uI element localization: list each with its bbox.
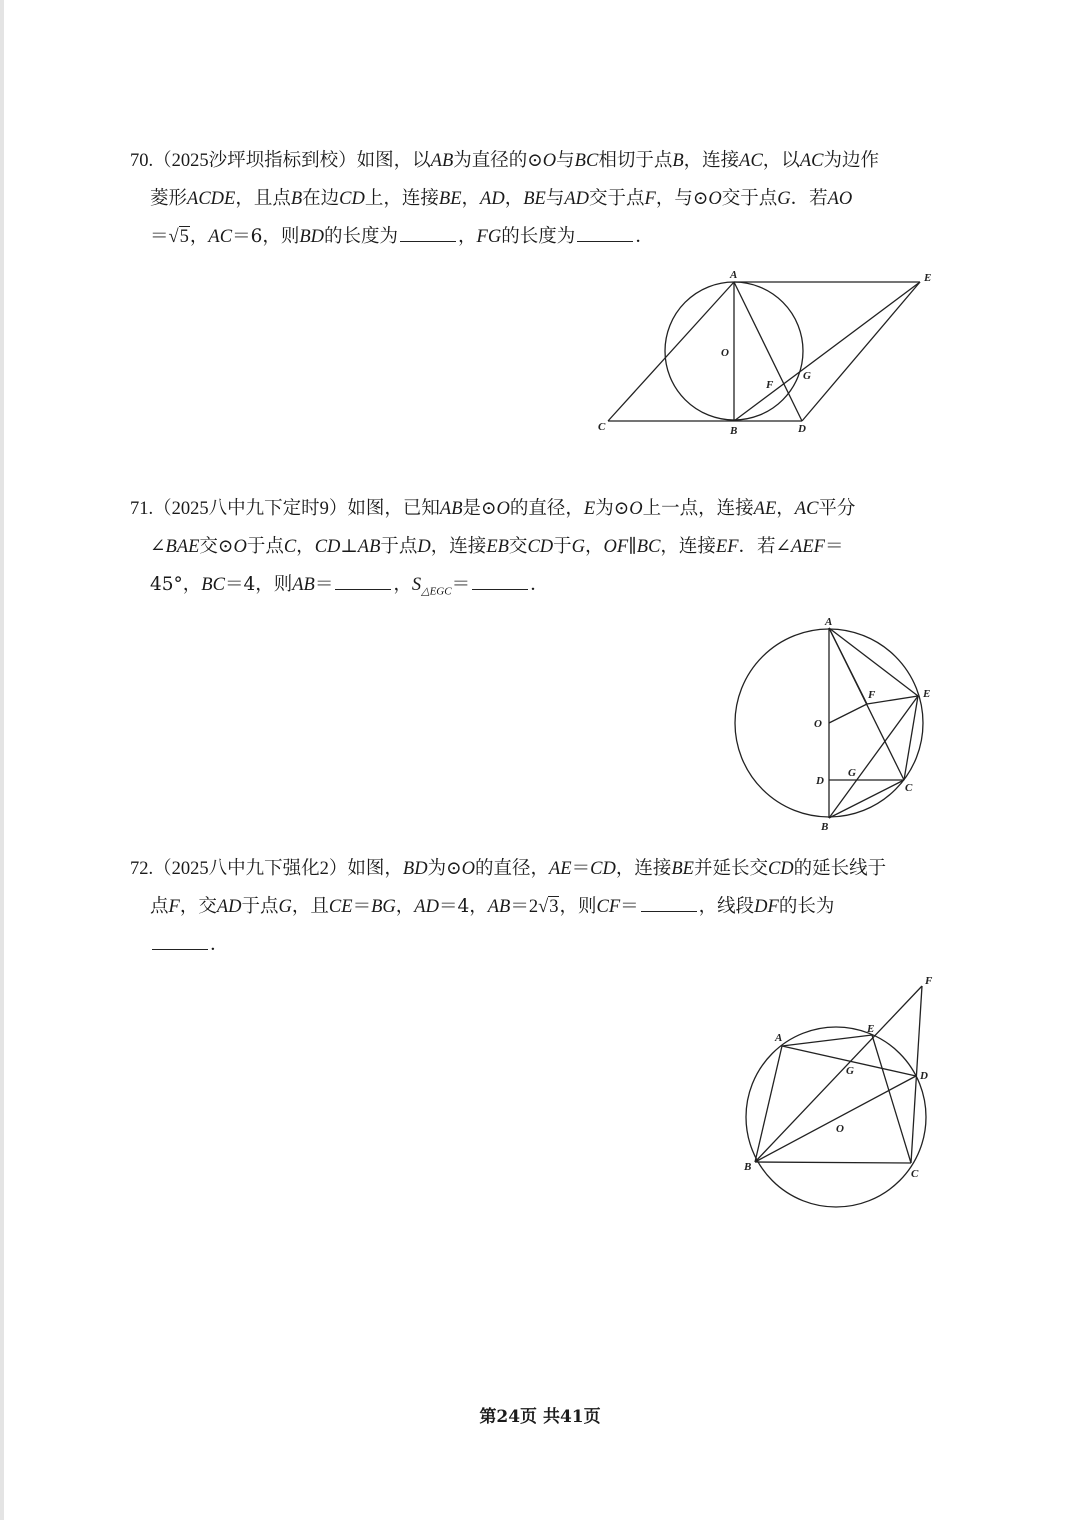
sqrt-expression [510, 896, 559, 917]
text: 如图，已知 [347, 498, 440, 519]
segment-eb [829, 696, 918, 818]
label-b: B [821, 821, 829, 833]
math-var: BC [636, 537, 661, 557]
math-var: G [777, 189, 791, 209]
text: 上一点，连接 [642, 498, 754, 519]
segment-af [829, 628, 867, 704]
math-var: G [278, 897, 292, 917]
label-c: C [598, 421, 606, 433]
page-footer: 第24页 共41页 [479, 1407, 601, 1427]
math-var: AB [439, 499, 463, 519]
problem-source: （2025八中九下强化2） [153, 859, 348, 879]
segment-bd [755, 1076, 916, 1162]
text: 为⊙ [595, 498, 630, 519]
label-g: G [846, 1065, 854, 1077]
math-var: ACDE [187, 189, 236, 209]
text: ，与⊙ [655, 188, 709, 209]
math-var: AC [799, 151, 824, 171]
text: 与 [556, 150, 575, 171]
segment-bc [755, 1162, 911, 1163]
label-f: F [868, 689, 876, 701]
text: 交于点 [589, 188, 645, 209]
math-var: AD [216, 897, 242, 917]
math-var: CD [590, 859, 616, 879]
area-subscript: △EGC [421, 585, 452, 598]
label-o: O [814, 718, 822, 730]
segment-ad [734, 282, 802, 421]
text: ＝4， [438, 896, 488, 917]
math-var: O [629, 499, 643, 519]
math-var: CF [596, 897, 621, 917]
text: ，线段 [698, 896, 755, 917]
math-var: AO [827, 189, 853, 209]
text: 于点 [241, 896, 279, 917]
text: ，以 [762, 150, 800, 171]
problem-71 [130, 490, 960, 611]
text: 如图，以 [356, 150, 431, 171]
text: ， [296, 536, 315, 557]
math-var: CD [314, 537, 341, 557]
text: ．若∠ [738, 536, 792, 557]
label-f: F [766, 379, 774, 391]
answer-blank-area[interactable] [472, 571, 528, 590]
text: ＝ [352, 896, 372, 917]
problem-72-line-2 [130, 888, 960, 926]
math-var: O [708, 189, 722, 209]
problem-71-line-1 [130, 490, 960, 528]
answer-blank-bd[interactable] [400, 223, 456, 242]
segment-ec [904, 696, 918, 780]
text: ＝6，则 [232, 226, 300, 247]
text: ， [585, 536, 604, 557]
math-var: AC [794, 499, 819, 519]
text: 交⊙ [199, 536, 234, 557]
math-var: BC [201, 575, 225, 595]
math-var: B [290, 189, 303, 209]
label-b: B [744, 1161, 752, 1173]
sqrt-expression [150, 226, 190, 247]
segment-ec [872, 1035, 911, 1163]
math-var: CD [527, 537, 554, 557]
text: ∠ [150, 536, 166, 557]
text: ，连接 [615, 858, 672, 879]
text: 于点 [246, 536, 284, 557]
math-var: BAE [165, 537, 200, 557]
math-var: BC [574, 151, 599, 171]
answer-blank-fg[interactable] [577, 223, 633, 242]
text: 的长度为 [324, 226, 399, 247]
radicand: 5 [179, 227, 189, 247]
label-d: D [920, 1070, 928, 1082]
text: 与 [545, 188, 565, 209]
math-var: AB [487, 897, 511, 917]
text: 菱形 [150, 188, 188, 209]
text: ⊥ [340, 536, 358, 557]
text: 为直径的⊙ [453, 150, 543, 171]
math-var: OF [603, 537, 629, 557]
problem-70-line-3 [130, 218, 960, 256]
math-var: AE [548, 859, 572, 879]
text: ， [458, 226, 477, 247]
math-var: F [168, 897, 180, 917]
text: ． [530, 574, 549, 595]
math-var: BD [402, 859, 428, 879]
math-var: O [496, 499, 510, 519]
answer-blank-df[interactable] [152, 931, 208, 950]
text: 并延长交 [693, 858, 768, 879]
text: ＝√ [150, 227, 179, 247]
problem-70-line-2 [130, 180, 960, 218]
label-e: E [867, 1023, 875, 1035]
math-var: D [417, 537, 431, 557]
math-var: O [542, 151, 557, 171]
problem-70 [130, 142, 960, 256]
math-var: S [411, 575, 422, 595]
text: ，交 [179, 896, 217, 917]
math-var: FG [476, 227, 502, 247]
segment-bf [755, 986, 922, 1162]
math-var: CD [767, 859, 794, 879]
text: ＝ [620, 896, 639, 917]
math-var: AB [430, 151, 454, 171]
problem-72-line-3 [130, 926, 960, 963]
label-a: A [825, 616, 833, 628]
problem-70-line-1 [130, 142, 960, 180]
segment-be [734, 282, 920, 421]
problem-71-line-2 [130, 528, 960, 566]
math-var: AB [357, 537, 381, 557]
text: 是⊙ [462, 498, 497, 519]
math-var: AD [480, 189, 505, 209]
text: 45°， [150, 574, 202, 595]
label-g: G [848, 767, 856, 779]
problem-source: （2025沙坪坝指标到校） [153, 151, 357, 171]
text: ，连接 [683, 150, 740, 171]
text: 平分 [818, 498, 856, 519]
text: ． [210, 934, 229, 955]
problem-number: 72. [130, 859, 154, 879]
label-g: G [803, 370, 811, 382]
label-o: O [721, 347, 729, 359]
math-var: C [283, 537, 297, 557]
text: ， [395, 896, 415, 917]
problem-71-line-3 [130, 566, 960, 611]
text: 于 [553, 536, 572, 557]
math-var: BE [671, 859, 694, 879]
text: ∥ [628, 536, 637, 557]
problem-number: 71. [130, 499, 154, 519]
text: 如图， [347, 858, 403, 879]
math-var: AD [414, 897, 439, 917]
math-var: DF [754, 897, 779, 917]
text: 的长度为 [501, 226, 576, 247]
segment-ed [802, 282, 920, 421]
text: ，连接 [660, 536, 716, 557]
math-var: CD [339, 189, 365, 209]
answer-blank-cf[interactable] [641, 893, 697, 912]
text: 点 [150, 896, 169, 917]
text: ＝ [824, 536, 844, 557]
label-c: C [911, 1168, 919, 1180]
problem-72 [130, 850, 960, 963]
circle-o [746, 1027, 926, 1207]
text: ． [635, 226, 654, 247]
text: ＝2√ [510, 897, 549, 917]
figure-71 [728, 612, 948, 837]
math-var: EF [715, 537, 739, 557]
math-var: EB [486, 537, 509, 557]
label-o: O [836, 1123, 844, 1135]
figure-72 [735, 970, 950, 1215]
math-var: AD [564, 189, 589, 209]
text: ．若 [790, 188, 828, 209]
math-var: AEF [791, 537, 825, 557]
math-var: BE [523, 189, 546, 209]
math-var: E [583, 499, 596, 519]
label-e: E [924, 272, 932, 284]
math-var: AC [739, 151, 763, 171]
text: ，且 [291, 896, 329, 917]
text: 为边作 [823, 150, 879, 171]
math-var: BG [371, 897, 396, 917]
text: 上，连接 [364, 188, 439, 209]
text: ， [504, 188, 524, 209]
text: 的延长线于 [793, 858, 887, 879]
figure-70 [590, 264, 940, 439]
answer-blank-ab[interactable] [335, 571, 391, 590]
math-var: AC [208, 227, 233, 247]
text: ，则 [559, 896, 597, 917]
label-e: E [923, 688, 931, 700]
text: 于点 [380, 536, 418, 557]
segment-ae [829, 628, 918, 696]
text: ， [189, 226, 209, 247]
radicand: 3 [549, 897, 559, 917]
math-var: AE [753, 499, 777, 519]
segment-bc [829, 780, 904, 818]
label-f: F [925, 975, 933, 987]
math-var: F [644, 189, 656, 209]
math-var: CE [328, 897, 353, 917]
text: 在边 [302, 188, 340, 209]
label-c: C [905, 782, 913, 794]
text: ，连接 [430, 536, 487, 557]
math-var: G [571, 537, 586, 557]
label-a: A [775, 1032, 783, 1044]
math-var: AB [292, 575, 315, 595]
label-b: B [730, 425, 738, 437]
text: ， [776, 498, 795, 519]
segment-of [829, 704, 867, 723]
text: ＝ [314, 574, 334, 595]
label-a: A [730, 269, 738, 281]
problem-72-line-1 [130, 850, 960, 888]
math-var: O [233, 537, 247, 557]
segment-ab [755, 1046, 782, 1162]
text: ，且点 [235, 188, 291, 209]
page-edge [0, 0, 4, 1520]
label-d: D [816, 775, 824, 787]
text: ＝ [571, 858, 591, 879]
text: 交于点 [721, 188, 778, 209]
text: 交 [508, 536, 528, 557]
text: 的长为 [778, 896, 835, 917]
text: ＝ [451, 574, 471, 595]
problem-source: （2025八中九下定时9） [153, 499, 348, 519]
math-var: BD [299, 227, 325, 247]
math-var: BE [438, 189, 462, 209]
text: ＝4，则 [224, 574, 293, 595]
text: 为⊙ [427, 858, 462, 879]
problem-number: 70. [130, 151, 154, 171]
math-var: O [461, 859, 475, 879]
segment-ac [608, 282, 734, 421]
text: 的直径， [509, 498, 584, 519]
text: ， [393, 574, 412, 595]
text: 的直径， [474, 858, 549, 879]
math-var: B [672, 151, 684, 171]
label-d: D [798, 423, 806, 435]
text: ， [461, 188, 481, 209]
text: 相切于点 [598, 150, 673, 171]
